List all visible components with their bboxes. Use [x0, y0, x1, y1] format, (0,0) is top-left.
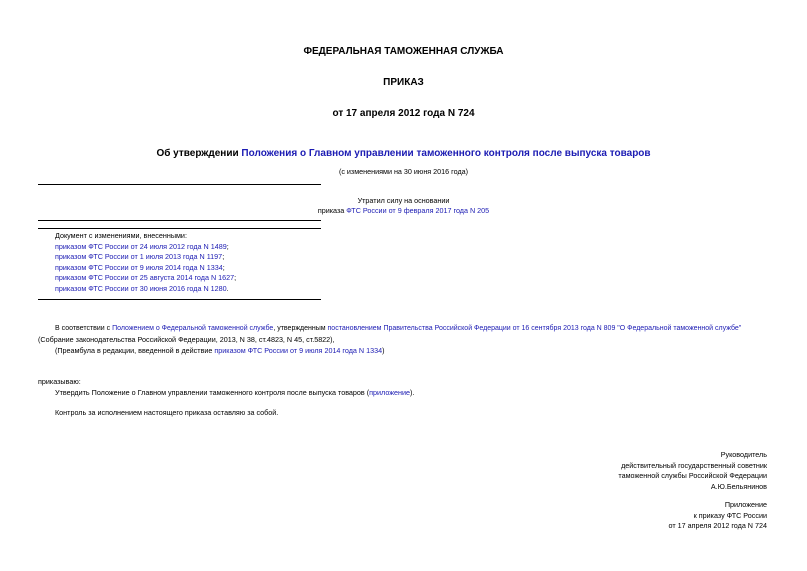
amendment-link[interactable]: приказом ФТС России от 24 июля 2012 года N 1489: [55, 241, 227, 251]
expired-line1: Утратил силу на основании: [357, 196, 450, 205]
divider: [38, 228, 321, 229]
order-paragraph-1: Утвердить Положение о Главном управлении таможенного контроля после выпуска товаров (приложение).: [55, 388, 415, 397]
doc-type: ПРИКАЗ: [383, 77, 424, 88]
amended-note: (с изменениями на 30 июня 2016 года): [338, 167, 469, 176]
amendment-link[interactable]: приказом ФТС России от 30 июня 2016 года N 1280: [55, 283, 227, 293]
title-prefix: Об утверждении: [156, 148, 242, 159]
amendment-item: приказом ФТС России от 24 июля 2012 года N 1489;: [55, 241, 229, 251]
order-word: приказываю:: [38, 377, 81, 386]
amendment-item: приказом ФТС России от 9 июля 2014 года N 1334;: [55, 262, 225, 272]
customs-regulation-link[interactable]: Положением о Федеральной таможенной службе: [112, 325, 274, 332]
doc-title: [0, 148, 807, 159]
amendment-link[interactable]: приказом ФТС России от 25 августа 2014 года N 1627: [55, 273, 235, 282]
agency-name: ФЕДЕРАЛЬНАЯ ТАМОЖЕННАЯ СЛУЖБА: [303, 46, 504, 57]
appendix-line: от 17 апреля 2012 года N 724: [668, 521, 767, 530]
signature-line: Руководитель: [720, 450, 767, 459]
amendment-item: приказом ФТС России от 30 июня 2016 года N 1280.: [55, 283, 229, 293]
signature-line: таможенной службы Российской Федерации: [618, 471, 767, 480]
doc-date-number: от 17 апреля 2012 года N 724: [332, 108, 475, 119]
amendment-item: приказом ФТС России от 25 августа 2014 года N 1627;: [55, 273, 237, 282]
signature-block: [618, 450, 767, 492]
signature-line: действительный государственный советник: [621, 460, 767, 470]
title-link[interactable]: Положения о Главном управлении таможенного контроля после выпуска товаров: [241, 148, 651, 159]
appendix-link[interactable]: приложение: [369, 388, 411, 397]
preamble-line2: (Собрание законодательства Российской Федерации, 2013, N 38, ст.4823, N 45, ст.5822),: [38, 335, 335, 344]
edition-link[interactable]: приказом ФТС России от 9 июля 2014 года N 1334: [214, 346, 383, 355]
amendment-item: приказом ФТС России от 1 июля 2013 года N 1197;: [55, 252, 225, 261]
expired-line2: [0, 206, 807, 217]
expired-link[interactable]: ФТС России от 9 февраля 2017 года N 205: [346, 206, 490, 215]
expired-prefix: приказа: [317, 206, 347, 215]
government-decree-link[interactable]: постановлением Правительства Российской Федерации от 16 сентября 2013 года N 809 "О Федеральной таможенной службе": [327, 325, 742, 332]
amendments-heading: Документ с изменениями, внесенными:: [55, 231, 187, 240]
order-paragraph-2: Контроль за исполнением настоящего приказа оставляю за собой.: [55, 408, 279, 417]
appendix-line: Приложение: [724, 500, 767, 509]
amendment-link[interactable]: приказом ФТС России от 1 июля 2013 года N 1197: [55, 252, 223, 261]
divider: [38, 184, 321, 185]
preamble-line1: В соответствии с Положением о Федеральной таможенной службе, утвержденным постановлением Правительства Российской Федерации от 16 сентября 2013 года N 809 "О Федеральной таможенной службе": [55, 325, 742, 332]
appendix-line: к приказу ФТС России: [693, 510, 767, 520]
signature-line: А.Ю.Бельянинов: [710, 481, 767, 491]
divider: [38, 299, 321, 300]
amendments-block: [55, 231, 236, 294]
amendment-link[interactable]: приказом ФТС России от 9 июля 2014 года N 1334: [55, 262, 223, 272]
preamble-edition: (Преамбула в редакции, введенной в действие приказом ФТС России от 9 июля 2014 года N 1334): [55, 346, 385, 355]
appendix-block: [668, 500, 767, 532]
divider: [38, 220, 321, 221]
